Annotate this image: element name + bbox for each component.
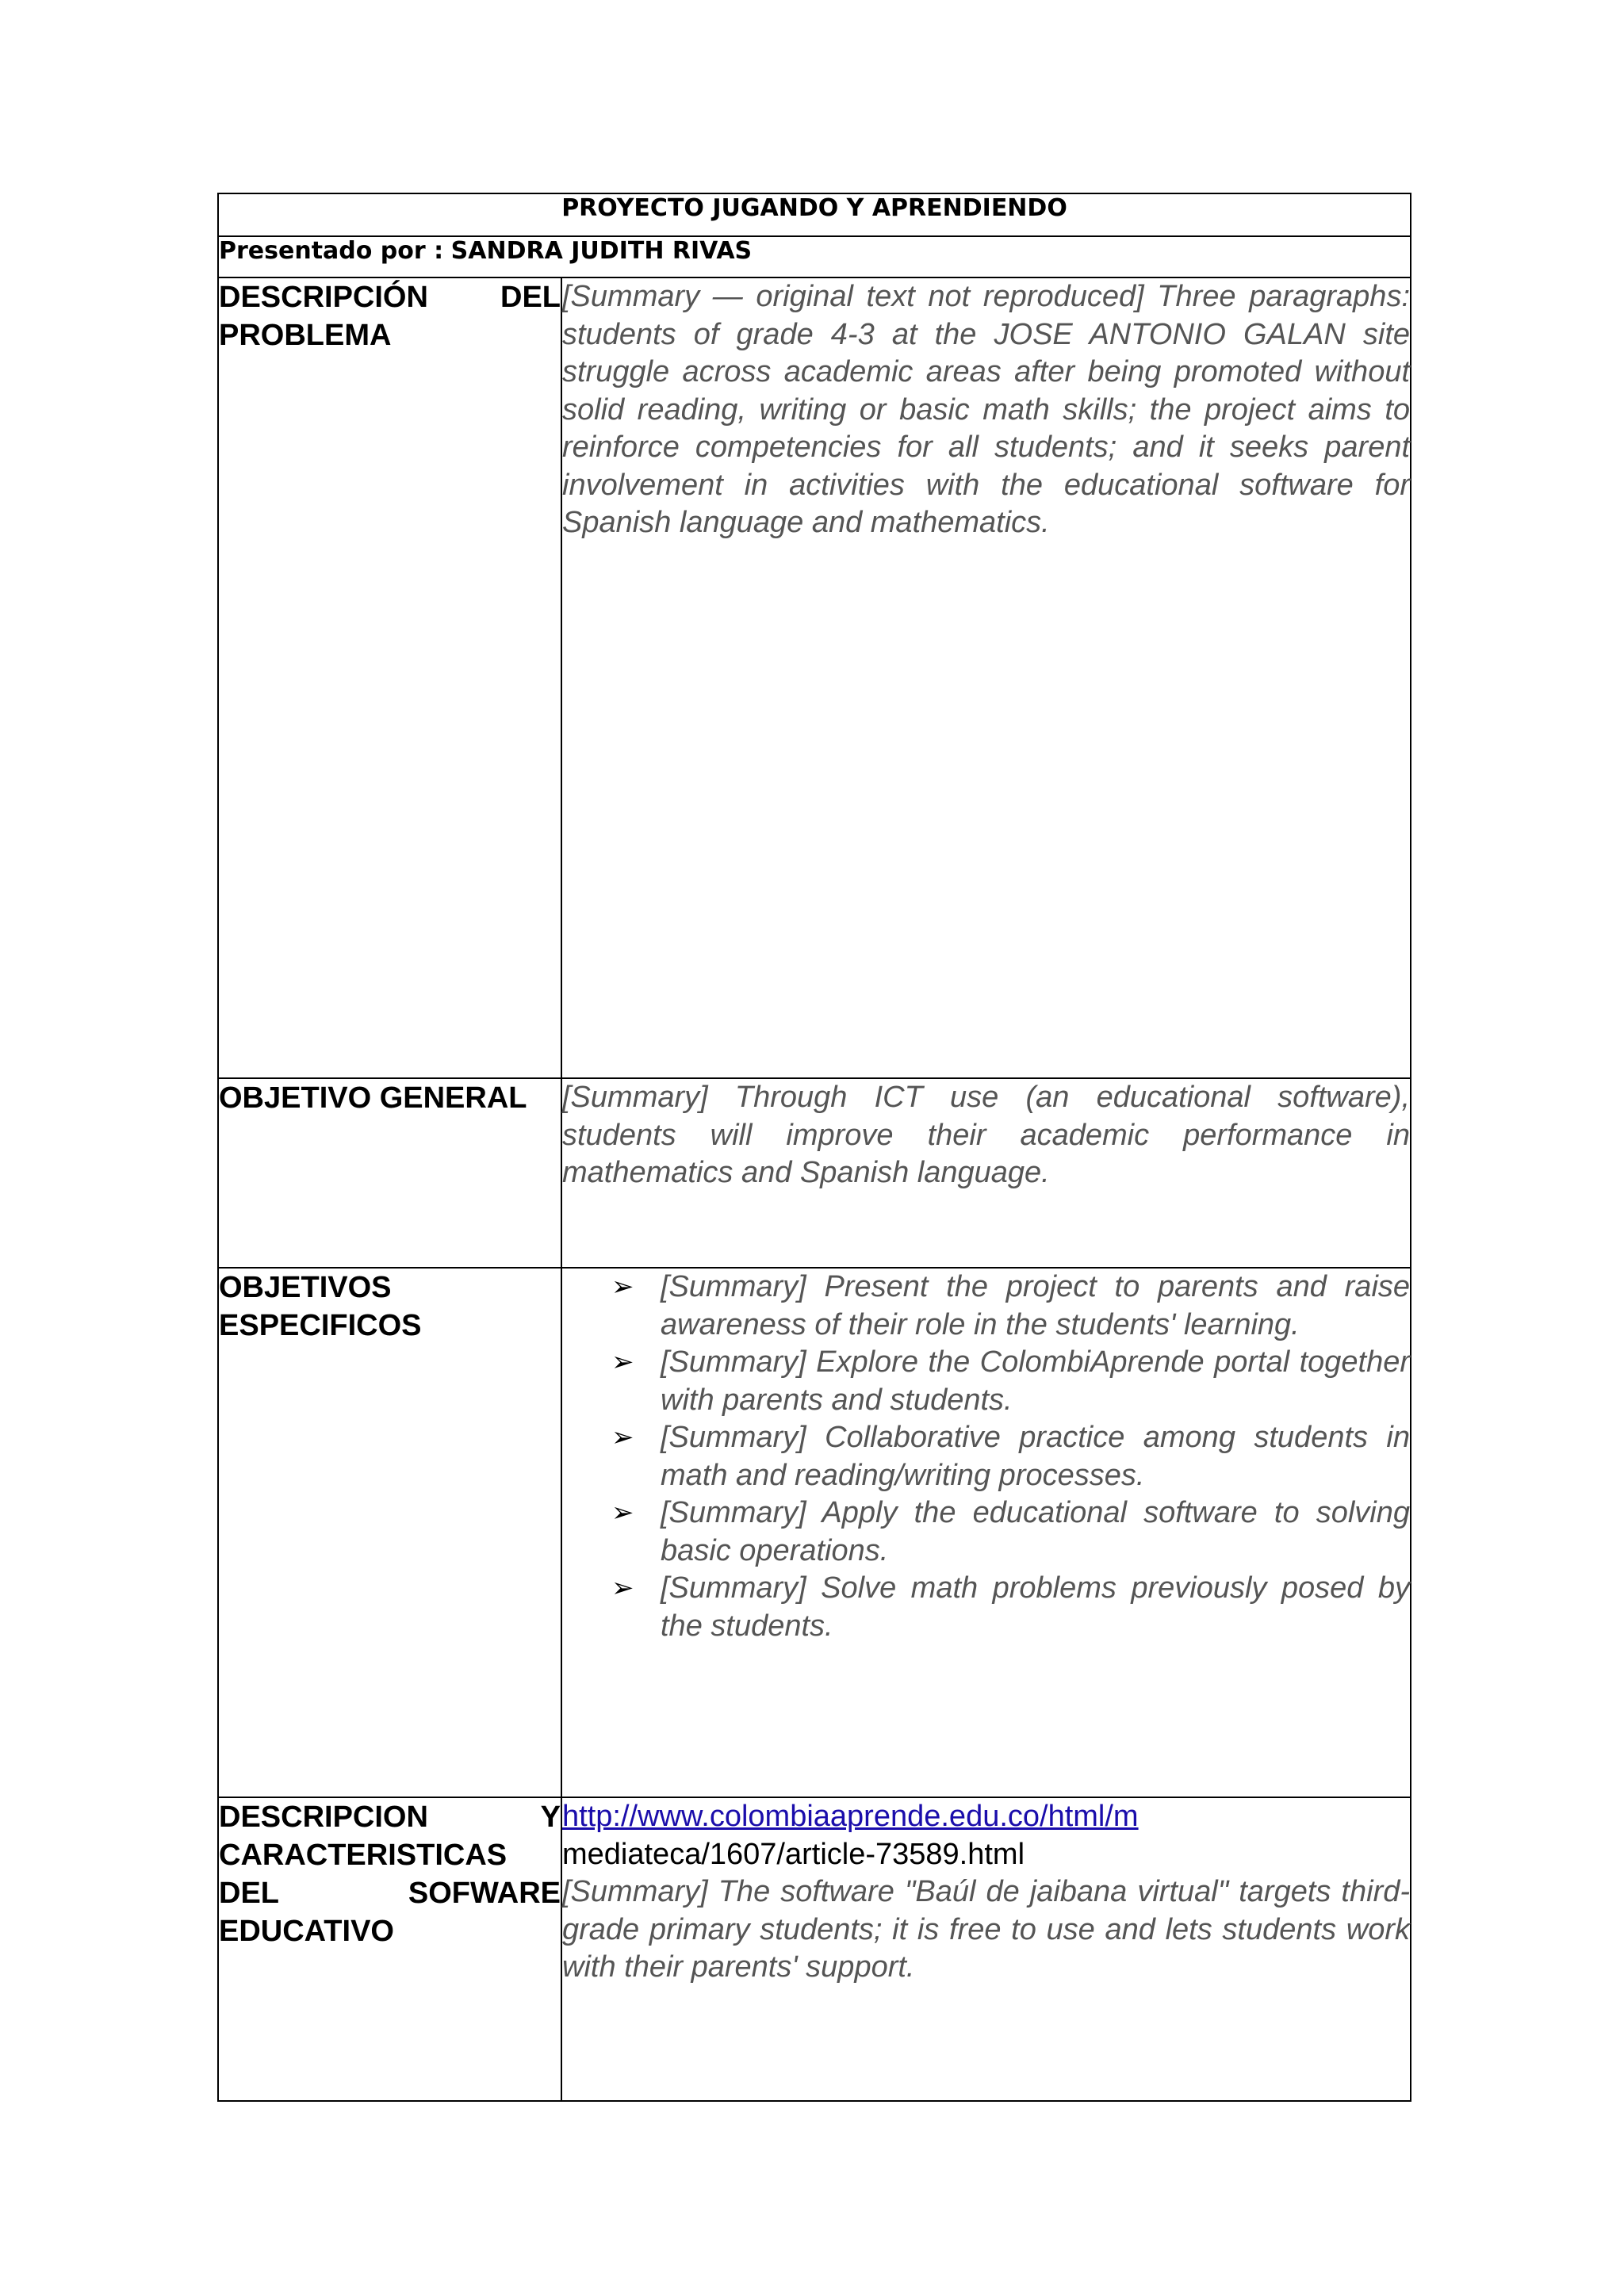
software-summary: [Summary] The software "Baúl de jaibana virtual" targets third-grade primary students; it is free to use and lets students work with their parents' support. bbox=[562, 1875, 1411, 1984]
specific-objectives-heading: OBJETIVOS ESPECIFICOS bbox=[218, 1268, 561, 1797]
software-heading: DESCRIPCION Y CARACTERISTICAS DEL SOFWARE EDUCATIVO bbox=[218, 1797, 561, 2101]
arrow-bullet-icon: ➢ bbox=[611, 1572, 634, 1604]
arrow-bullet-icon: ➢ bbox=[611, 1497, 634, 1529]
general-objective-summary: [Summary] Through ICT use (an educational software), students will improve their academic performance in mathematics and Spanish language. bbox=[562, 1081, 1411, 1189]
general-objective-heading: OBJETIVO GENERAL bbox=[218, 1078, 561, 1268]
problem-heading: DESCRIPCIÓN DEL PROBLEMA bbox=[218, 277, 561, 1078]
software-description bbox=[561, 1797, 1411, 2101]
presenter-row bbox=[218, 236, 1411, 277]
specific-objectives-list-cell bbox=[561, 1268, 1411, 1797]
presenter-cell bbox=[218, 236, 1411, 277]
objective-item: ➢ [Summary] Collaborative practice among students in math and reading/writing processes. bbox=[611, 1421, 1411, 1492]
objective-item: ➢ [Summary] Solve math problems previously posed by the students. bbox=[611, 1571, 1411, 1643]
general-objective-row bbox=[218, 1078, 1411, 1268]
problem-summary: [Summary — original text not reproduced] Three paragraphs: students of grade 4-3 at the JOSE ANTONIO GALAN site struggle across academic areas after being promoted without solid reading, writing or basic math skills; the project aims to reinforce competencies for all students; and it seeks parent involvement in activities with the educational software for Spanish language and mathematics. bbox=[562, 280, 1411, 539]
arrow-bullet-icon: ➢ bbox=[611, 1271, 634, 1303]
presenter-name: SANDRA JUDITH RIVAS bbox=[450, 237, 753, 265]
software-row bbox=[218, 1797, 1411, 2101]
objective-item: ➢ [Summary] Apply the educational software to solving basic operations. bbox=[611, 1496, 1411, 1567]
software-link-continuation: mediateca/1607/article-73589.html bbox=[562, 1837, 1025, 1871]
project-title: PROYECTO JUGANDO Y APRENDIENDO bbox=[218, 193, 1411, 236]
title-row bbox=[218, 193, 1411, 236]
arrow-bullet-icon: ➢ bbox=[611, 1346, 634, 1378]
presenter-label: Presentado por : bbox=[219, 237, 444, 265]
arrow-bullet-icon: ➢ bbox=[611, 1422, 634, 1453]
problem-row bbox=[218, 277, 1411, 1078]
objective-item: ➢ [Summary] Present the project to parents and raise awareness of their role in the students' learning. bbox=[611, 1270, 1411, 1341]
software-link[interactable]: http://www.colombiaaprende.edu.co/html/m bbox=[562, 1800, 1139, 1833]
objective-item: ➢ [Summary] Explore the ColombiAprende portal together with parents and students. bbox=[611, 1345, 1411, 1417]
problem-description bbox=[561, 277, 1411, 1078]
specific-objectives-list bbox=[562, 1269, 1410, 1645]
project-table bbox=[217, 193, 1411, 2102]
specific-objectives-row bbox=[218, 1268, 1411, 1797]
general-objective-text bbox=[561, 1078, 1411, 1268]
software-link-line bbox=[562, 1798, 1410, 1836]
